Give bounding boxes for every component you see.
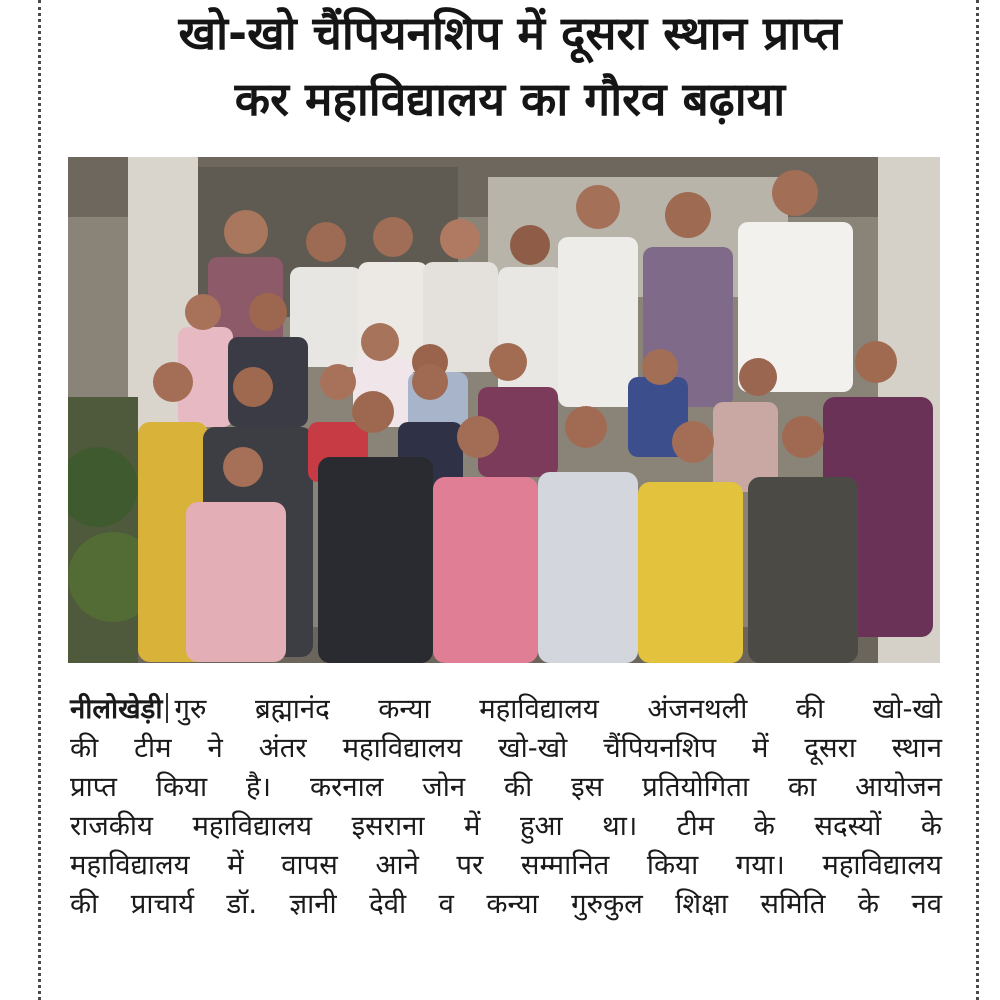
article-line-1-text: गुरु ब्रह्मानंद कन्या महाविद्यालय अंजनथली की खो-खो	[174, 693, 942, 725]
clipping-left-border	[38, 0, 41, 1000]
headline-line-2: कर महाविद्यालय का गौरव बढ़ाया	[234, 72, 786, 126]
article-line-4: राजकीय महाविद्यालय इसराना में हुआ था। टीम के सदस्यों के	[70, 810, 942, 842]
plants	[68, 397, 138, 663]
group-photo-illustration	[68, 157, 940, 663]
article-body	[70, 690, 942, 924]
group-photo	[68, 157, 940, 663]
article-line-5: महाविद्यालय में वापस आने पर सम्मानित किया गया। महाविद्यालय	[70, 849, 942, 881]
article-line-2: की टीम ने अंतर महाविद्यालय खो-खो चैंपियनशिप में दूसरा स्थान	[70, 732, 942, 764]
dateline-separator	[166, 693, 168, 723]
article-line-6: की प्राचार्य डॉ. ज्ञानी देवी व कन्या गुरुकुल शिक्षा समिति के नव	[70, 888, 942, 920]
dateline: नीलोखेड़ी	[70, 693, 163, 725]
article-line-1	[70, 690, 942, 729]
headline	[48, 0, 972, 132]
clipping-right-border	[976, 0, 979, 1000]
headline-line-1: खो-खो चैंपियनशिप में दूसरा स्थान प्राप्त	[178, 6, 842, 60]
article-line-3: प्राप्त किया है। करनाल जोन की इस प्रतियोगिता का आयोजन	[70, 771, 942, 803]
